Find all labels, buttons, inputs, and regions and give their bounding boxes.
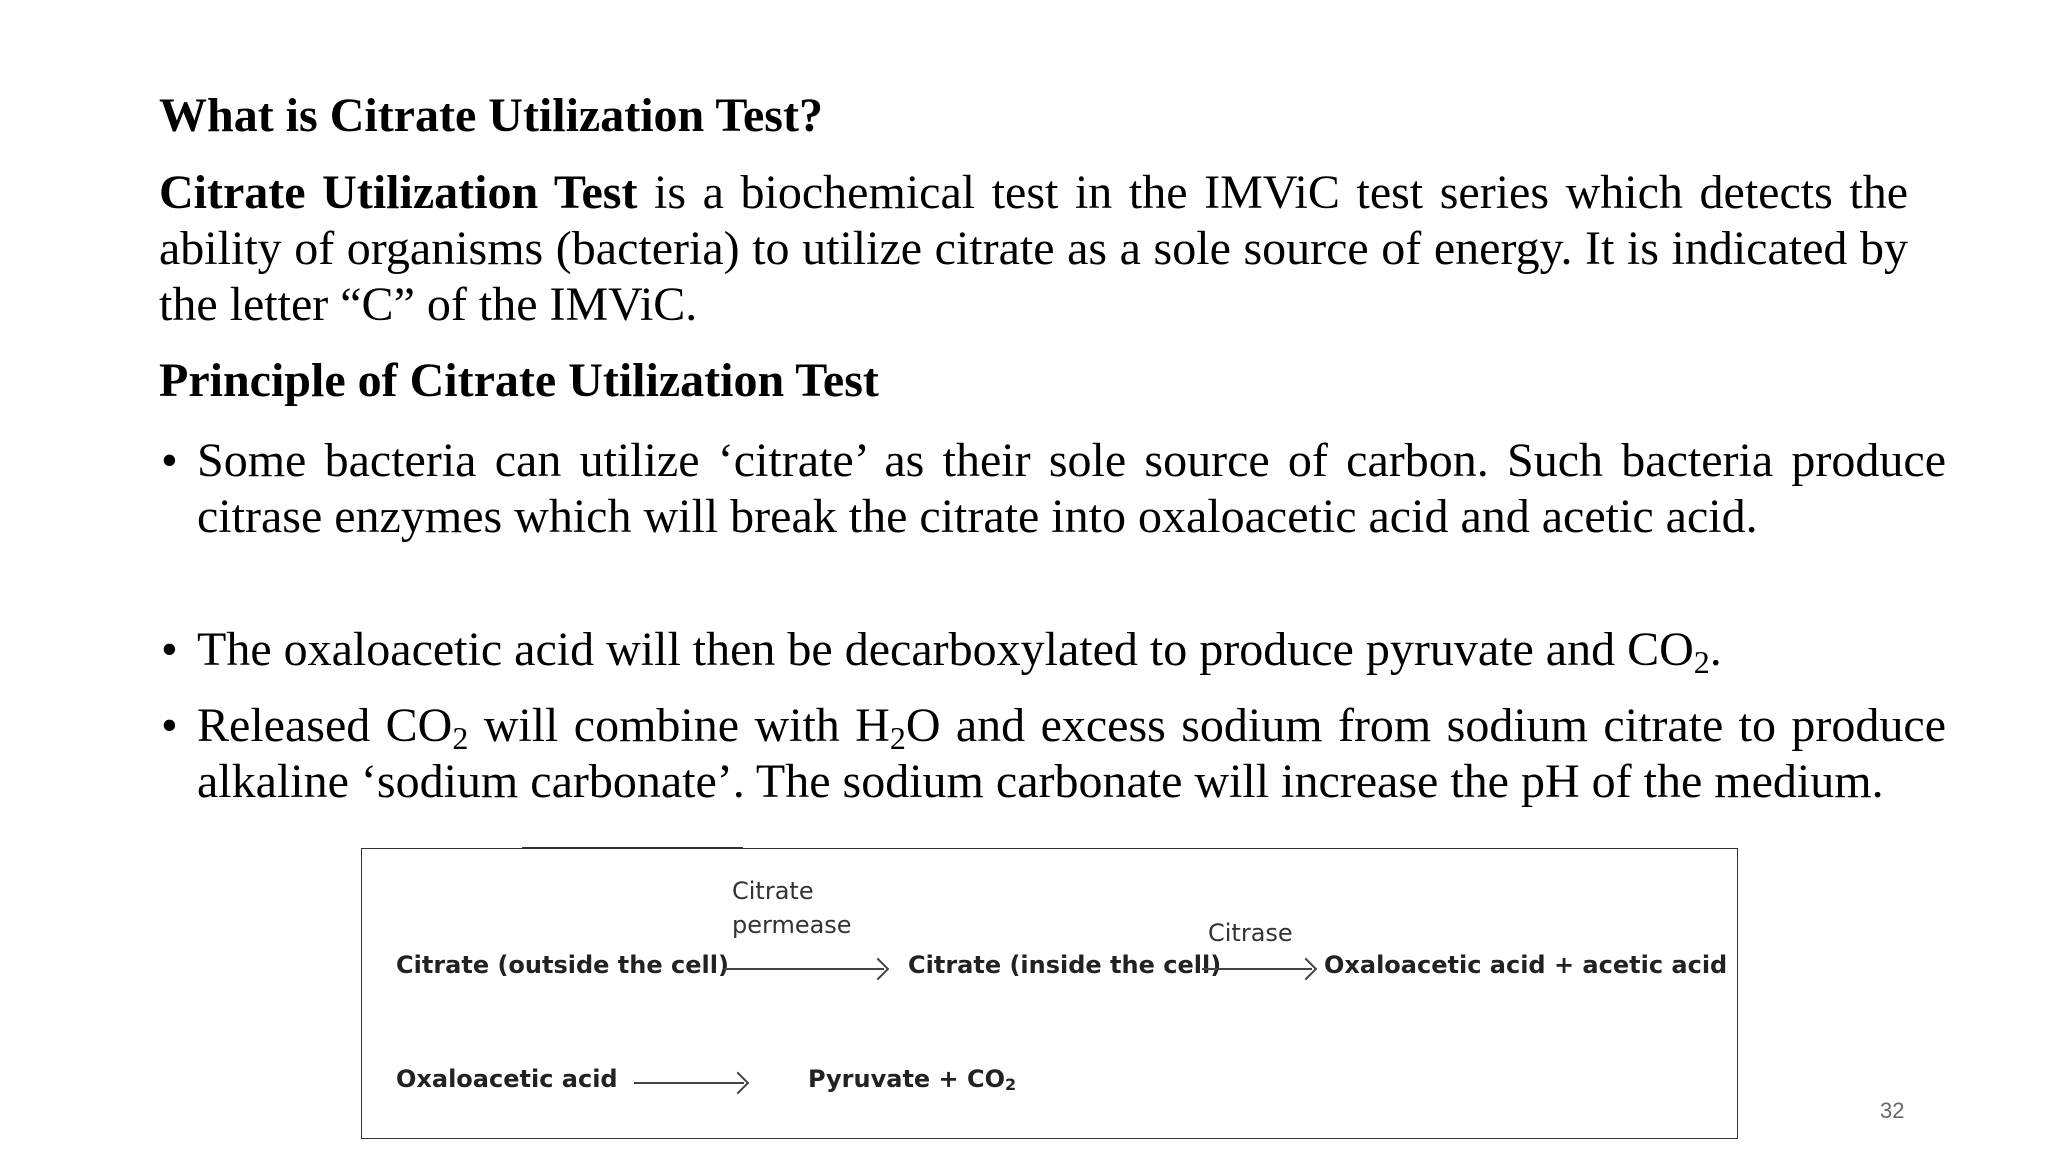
enzyme-label-citrase: Citrase xyxy=(1208,919,1293,947)
bullet-item xyxy=(159,698,1946,810)
bullet-item xyxy=(159,622,1946,678)
bullet-marker: • xyxy=(161,623,178,676)
intro-bold-term: Citrate Utilization Test xyxy=(159,166,638,219)
bullet-text: will combine with H xyxy=(468,699,890,752)
bullet-text: Released CO xyxy=(197,699,453,752)
reaction2-products-text: Pyruvate + CO xyxy=(808,1065,1006,1093)
enzyme-label-permease-line1: Citrate xyxy=(732,877,814,905)
enzyme-label-permease-line2: permease xyxy=(732,911,852,939)
reaction2-products xyxy=(808,1065,1016,1094)
reaction1-substrate: Citrate (outside the cell) xyxy=(396,951,729,979)
bullet-marker: • xyxy=(161,699,178,752)
reaction-diagram xyxy=(361,848,1738,1139)
bullet-item xyxy=(159,433,1946,545)
reaction-arrow xyxy=(724,968,884,970)
bullet-text: O and excess sodium from sodium citrate to produce alkaline ‘sodium carbonate’. The sodium carbonate will increase the pH of the medium. xyxy=(197,699,1947,808)
intro-text: is a biochemical test in the IMViC test series which detects the ability of organisms (bacteria) to utilize citrate as a sole source of energy. It is indicated by the letter “C” of the IMViC. xyxy=(159,166,1909,331)
subscript: 2 xyxy=(1005,1075,1017,1095)
bullet-text: The oxaloacetic acid will then be decarboxylated to produce pyruvate and CO xyxy=(197,623,1694,676)
bullet-text: Some bacteria can utilize ‘citrate’ as their sole source of carbon. Such bacteria produce citrase enzymes which will break the citrate into oxaloacetic acid and acetic acid. xyxy=(197,434,1946,543)
reaction1-intermediate: Citrate (inside the cell) xyxy=(908,951,1222,979)
heading-principle: Principle of Citrate Utilization Test xyxy=(159,354,879,407)
reaction-arrow xyxy=(1202,968,1312,970)
reaction2-substrate: Oxaloacetic acid xyxy=(396,1065,618,1093)
bullet-text-end: . xyxy=(1709,623,1722,676)
reaction-arrow xyxy=(634,1082,744,1084)
bullet-marker: • xyxy=(161,434,178,487)
intro-paragraph xyxy=(159,165,1908,333)
page-number: 32 xyxy=(1880,1098,1905,1123)
heading-what-is-test: What is Citrate Utilization Test? xyxy=(159,89,823,142)
subscript: 2 xyxy=(889,720,906,756)
subscript: 2 xyxy=(1693,644,1710,680)
reaction1-products: Oxaloacetic acid + acetic acid xyxy=(1324,951,1728,979)
subscript: 2 xyxy=(452,720,469,756)
